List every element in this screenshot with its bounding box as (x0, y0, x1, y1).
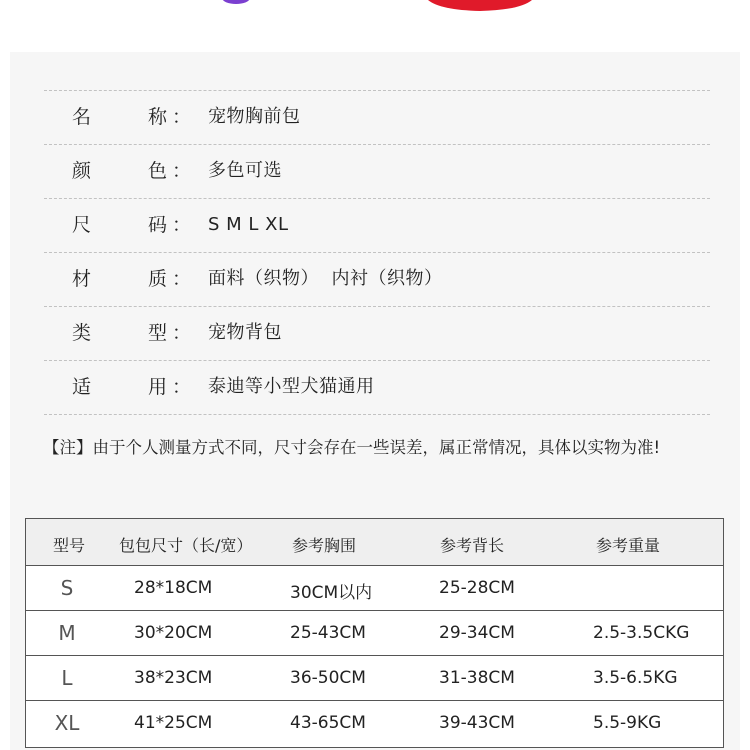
spec-key-char-1: 名 (72, 106, 92, 128)
back-length-cell: 39-43CM (439, 713, 515, 733)
table-row (26, 656, 723, 701)
chest-cell: 36-50CM (290, 668, 366, 688)
dimensions-cell: 41*25CM (134, 713, 213, 733)
spec-value: 面料（织物） 内衬（织物） (208, 268, 443, 289)
spec-key-char-2: 质 (148, 268, 168, 290)
spec-key-char-1: 尺 (72, 214, 92, 236)
table-header-row (26, 519, 723, 566)
spec-value: 多色可选 (208, 160, 282, 181)
spec-colon: ： (172, 376, 192, 398)
table-row (26, 701, 723, 746)
spec-colon: ： (172, 268, 192, 290)
spec-row-applicable (44, 360, 710, 415)
spec-key-char-1: 材 (72, 268, 92, 290)
header-size: 型号 (53, 536, 86, 555)
spec-colon: ： (172, 106, 192, 128)
size-cell: L (61, 666, 73, 690)
weight-cell: 5.5-9KG (593, 713, 662, 733)
chest-cell: 30CM以内 (290, 583, 373, 603)
spec-key-char-2: 色 (148, 160, 168, 182)
spec-key-char-1: 适 (72, 376, 92, 398)
spec-key-char-2: 码 (148, 214, 168, 236)
back-length-cell: 25-28CM (439, 578, 515, 598)
size-cell: XL (54, 711, 80, 735)
product-photo-fragment (0, 0, 750, 20)
spec-key-char-2: 称 (148, 106, 168, 128)
back-length-cell: 29-34CM (439, 623, 515, 643)
size-table (25, 518, 724, 748)
purple-bag-edge (222, 0, 250, 4)
spec-value: 泰迪等小型犬猫通用 (208, 376, 375, 397)
chest-cell: 25-43CM (290, 623, 366, 643)
spec-row-size (44, 198, 710, 252)
spec-value: 宠物胸前包 (208, 106, 301, 127)
table-row (26, 566, 723, 611)
dimensions-cell: 28*18CM (134, 578, 213, 598)
spec-row-material (44, 252, 710, 306)
measurement-note: 【注】由于个人测量方式不同，尺寸会存在一些误差，属正常情况，具体以实物为准! (43, 438, 661, 457)
spec-row-name (44, 90, 710, 144)
back-length-cell: 31-38CM (439, 668, 515, 688)
red-bag-edge (428, 0, 532, 11)
header-chest: 参考胸围 (292, 536, 357, 555)
spec-colon: ： (172, 160, 192, 182)
weight-cell: 2.5-3.5CKG (593, 623, 690, 643)
spec-key-char-2: 用 (148, 376, 168, 398)
spec-list (44, 90, 710, 415)
header-weight: 参考重量 (596, 536, 661, 555)
size-cell: S (60, 576, 74, 600)
table-row (26, 611, 723, 656)
spec-colon: ： (172, 322, 192, 344)
spec-value: S M L XL (208, 214, 289, 235)
header-back-length: 参考背长 (440, 536, 505, 555)
chest-cell: 43-65CM (290, 713, 366, 733)
dimensions-cell: 38*23CM (134, 668, 213, 688)
weight-cell: 3.5-6.5KG (593, 668, 678, 688)
spec-row-color (44, 144, 710, 198)
dimensions-cell: 30*20CM (134, 623, 213, 643)
spec-key-char-1: 颜 (72, 160, 92, 182)
spec-value: 宠物背包 (208, 322, 282, 343)
header-dimensions: 包包尺寸（长/宽） (119, 536, 253, 555)
spec-key-char-1: 类 (72, 322, 92, 344)
spec-colon: ： (172, 214, 192, 236)
spec-row-type (44, 306, 710, 360)
size-cell: M (58, 621, 76, 645)
spec-key-char-2: 型 (148, 322, 168, 344)
